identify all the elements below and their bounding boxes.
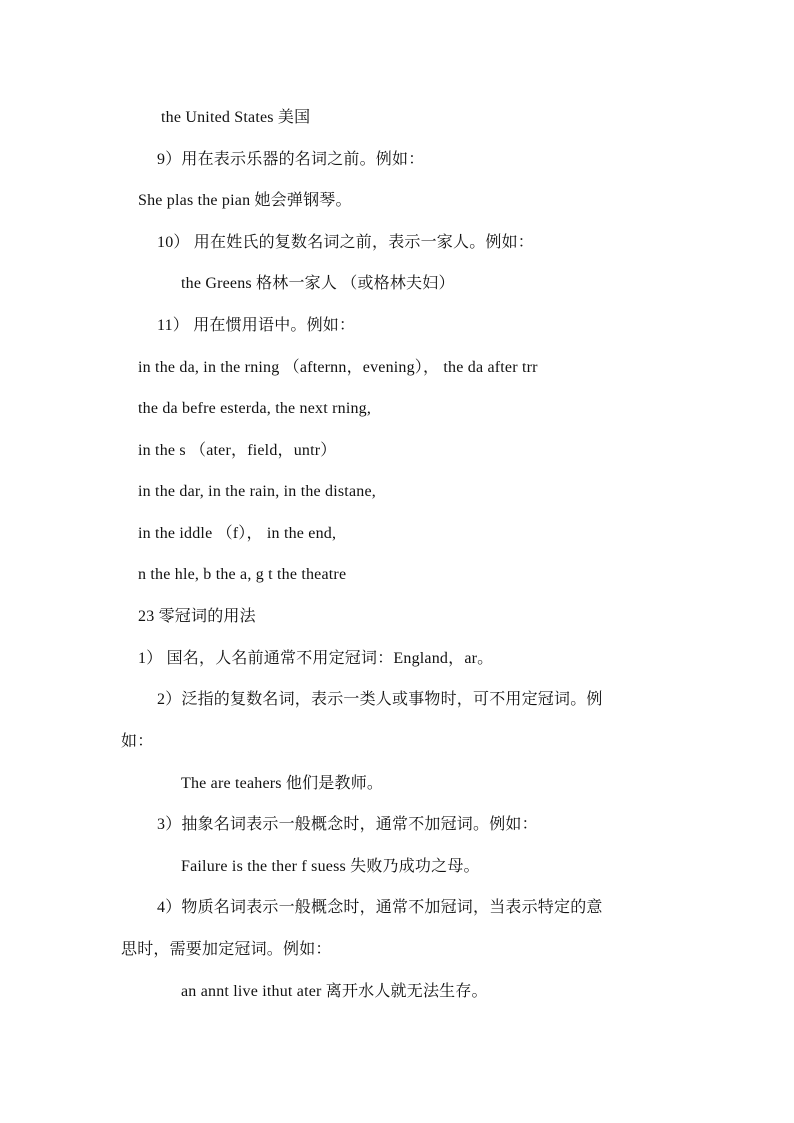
text-line: Failure is the ther f suess 失败乃成功之母。 — [181, 858, 480, 875]
text-line: an annt live ithut ater 离开水人就无法生存。 — [181, 983, 488, 1000]
text-line: 9）用在表示乐器的名词之前。例如： — [157, 151, 425, 168]
text-line: in the s （ater，field，untr） — [138, 442, 337, 459]
text-line: in the dar, in the rain, in the distane, — [138, 483, 376, 500]
text-line: the da befre esterda, the next rning, — [138, 400, 372, 417]
text-line: 1） 国名，人名前通常不用定冠词：England，ar。 — [138, 650, 494, 667]
text-line: the United States 美国 — [161, 109, 311, 126]
text-line: in the da, in the rning （afternn，evening）， the da after trr — [138, 359, 538, 376]
text-line: The are teahers 他们是教师。 — [181, 775, 384, 792]
text-line: 4）物质名词表示一般概念时，通常不加冠词，当表示特定的意 — [157, 899, 603, 916]
text-line: 3）抽象名词表示一般概念时，通常不加冠词。例如： — [157, 816, 538, 833]
text-line: 11） 用在惯用语中。例如： — [157, 317, 356, 334]
text-line: 10） 用在姓氏的复数名词之前，表示一家人。例如： — [157, 234, 535, 251]
text-line: 如： — [121, 733, 154, 750]
text-line: 2）泛指的复数名词，表示一类人或事物时，可不用定冠词。例 — [157, 691, 603, 708]
text-line: She plas the pian 她会弹钢琴。 — [138, 192, 352, 209]
text-line: n the hle, b the a, g t the theatre — [138, 566, 347, 583]
text-line: the Greens 格林一家人 （或格林夫妇） — [181, 275, 455, 292]
text-line: in the iddle （f）， in the end, — [138, 525, 337, 542]
section-heading: 23 零冠词的用法 — [138, 608, 256, 625]
text-line: 思时，需要加定冠词。例如： — [121, 941, 332, 958]
